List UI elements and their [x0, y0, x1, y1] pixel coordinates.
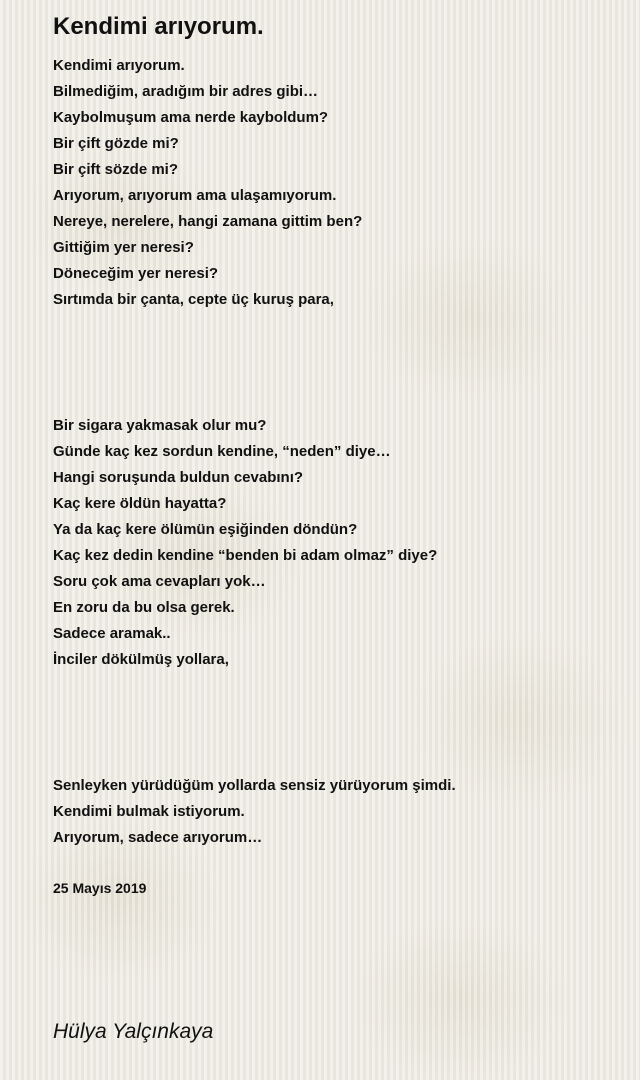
- poem-line: Bir sigara yakmasak olur mu?: [53, 417, 267, 434]
- poem-title: Kendimi arıyorum.: [53, 13, 264, 40]
- stanza-1: [53, 53, 362, 313]
- poem-line: Hangi soruşunda buldun cevabını?: [53, 469, 304, 486]
- poem-line: Günde kaç kez sordun kendine, “neden” diye…: [53, 443, 391, 460]
- poem-line: En zoru da bu olsa gerek.: [53, 599, 235, 616]
- poem-line: Ya da kaç kere ölümün eşiğinden döndün?: [53, 521, 358, 538]
- poem-line: Kaç kere öldün hayatta?: [53, 495, 227, 512]
- poem-line: Kaybolmuşum ama nerde kayboldum?: [53, 109, 329, 126]
- author-signature: Hülya Yalçınkaya: [53, 1020, 214, 1043]
- poem-line: Kendimi arıyorum.: [53, 57, 185, 74]
- poem-line: Nereye, nerelere, hangi zamana gittim ben?: [53, 213, 363, 230]
- poem-line: Bir çift gözde mi?: [53, 135, 179, 152]
- poem-line: Soru çok ama cevapları yok…: [53, 573, 266, 590]
- poem-line: Kendimi bulmak istiyorum.: [53, 803, 245, 820]
- stanza-2: [53, 413, 437, 673]
- poem-line: İnciler dökülmüş yollara,: [53, 651, 229, 668]
- poem-line: Bilmediğim, aradığım bir adres gibi…: [53, 83, 319, 100]
- poem-line: Arıyorum, arıyorum ama ulaşamıyorum.: [53, 187, 337, 204]
- poem-line: Kaç kez dedin kendine “benden bi adam olmaz” diye?: [53, 547, 438, 564]
- poem-line: Senleyken yürüdüğüm yollarda sensiz yürüyorum şimdi.: [53, 777, 456, 794]
- poem-line: Sırtımda bir çanta, cepte üç kuruş para,: [53, 291, 334, 308]
- poem-line: Arıyorum, sadece arıyorum…: [53, 829, 263, 846]
- poem-line: Döneceğim yer neresi?: [53, 265, 219, 282]
- poem-line: Sadece aramak..: [53, 625, 171, 642]
- poem-date: 25 Mayıs 2019: [53, 880, 147, 896]
- poem-line: Bir çift sözde mi?: [53, 161, 179, 178]
- poem-line: Gittiğim yer neresi?: [53, 239, 194, 256]
- stanza-3: [53, 773, 456, 851]
